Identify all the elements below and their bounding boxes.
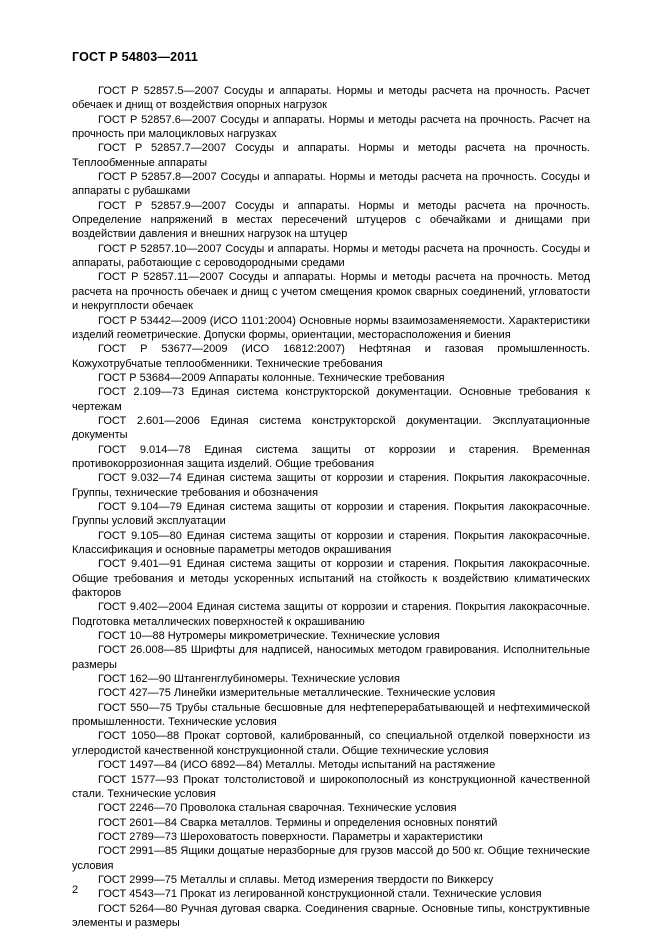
page-number: 2	[72, 884, 79, 896]
list-item: ГОСТ 26.008—85 Шрифты для надписей, наносимых методом гравирования. Исполнительные размеры	[72, 644, 590, 671]
list-item: ГОСТ 10—88 Нутромеры микрометрические. Технические условия	[98, 630, 440, 643]
list-item: ГОСТ 2991—85 Ящики дощатые неразборные для грузов массой до 500 кг. Общие технические условия	[72, 845, 590, 872]
list-item: ГОСТ Р 52857.11—2007 Сосуды и аппараты. Нормы и методы расчета на прочность. Метод расчета на прочность обечаек и днищ с учетом смещения кромок сварных соединений, угловатости и некругплости обечаек	[72, 271, 590, 313]
list-item: ГОСТ Р 52857.5—2007 Сосуды и аппараты. Нормы и методы расчета на прочность. Расчет обечаек и днищ от воздействия опорных нагрузок	[72, 85, 590, 112]
list-item: ГОСТ Р 52857.8—2007 Сосуды и аппараты. Нормы и методы расчета на прочность. Сосуды и аппараты с рубашками	[72, 171, 590, 198]
list-item: ГОСТ 1050—88 Прокат сортовой, калиброванный, со специальной отделкой поверхности из углеродистой качественной конструкционной стали. Общие технические условия	[72, 730, 590, 757]
list-item: ГОСТ 2601—84 Сварка металлов. Термины и определения основных понятий	[98, 816, 498, 829]
list-item: ГОСТ Р 52857.6—2007 Сосуды и аппараты. Нормы и методы расчета на прочность. Расчет на прочность при малоцикловых нагрузках	[72, 113, 590, 141]
list-item: ГОСТ Р 53677—2009 (ИСО 16812:2007) Нефтяная и газовая промышленность. Кожухотрубчатые теплообменники. Технические требования	[72, 343, 590, 370]
list-item: ГОСТ 9.104—79 Единая система защиты от коррозии и старения. Покрытия лакокрасочные. Группы условий эксплуатации	[72, 500, 590, 528]
list-item: ГОСТ 427—75 Линейки измерительные металлические. Технические условия	[98, 687, 496, 700]
list-item: ГОСТ 9.105—80 Единая система защиты от коррозии и старения. Покрытия лакокрасочные. Классификация и основные параметры методов окрашивания	[72, 529, 590, 556]
list-item: ГОСТ 2246—70 Проволока стальная сварочная. Технические условия	[98, 802, 457, 815]
list-item: ГОСТ Р 53442—2009 (ИСО 1101:2004) Основные нормы взаимозаменяемости. Характеристики изделий геометрические. Допуски формы, ориентации, месторасположения и биения	[72, 314, 590, 341]
list-item: ГОСТ 5264—80 Ручная дуговая сварка. Соединения сварные. Основные типы, конструктивные элементы и размеры	[72, 902, 590, 929]
list-item: ГОСТ 9.402—2004 Единая система защиты от коррозии и старения. Покрытия лакокрасочные. Подготовка металлических поверхностей к окрашиванию	[72, 601, 590, 628]
list-item: ГОСТ Р 52857.7—2007 Сосуды и аппараты. Нормы и методы расчета на прочность. Теплообменные аппараты	[72, 142, 590, 169]
list-item: ГОСТ 1497—84 (ИСО 6892—84) Металлы. Методы испытаний на растяжение	[98, 759, 496, 772]
list-item: ГОСТ 2789—73 Шероховатость поверхности. Параметры и характеристики	[98, 830, 483, 843]
standards-reference-list	[72, 84, 590, 930]
list-item: ГОСТ 9.014—78 Единая система защиты от коррозии и старения. Временная противокоррозионная защита изделий. Общие требования	[72, 443, 590, 470]
list-item: ГОСТ 9.032—74 Единая система защиты от коррозии и старения. Покрытия лакокрасочные. Группы, технические требования и обозначения	[72, 472, 590, 499]
list-item: ГОСТ 4543—71 Прокат из легированной конструкционной стали. Технические условия	[98, 888, 542, 901]
list-item: ГОСТ 162—90 Штангенглубиномеры. Технические условия	[98, 673, 400, 686]
list-item: ГОСТ Р 53684—2009 Аппараты колонные. Технические требования	[98, 371, 445, 384]
list-item: ГОСТ Р 52857.9—2007 Сосуды и аппараты. Нормы и методы расчета на прочность. Определение напряжений в местах пересечений штуцеров с обечайками и днищами при воздействии давления и внешних нагрузок на штуцер	[72, 199, 590, 241]
list-item: ГОСТ 9.401—91 Единая система защиты от коррозии и старения. Покрытия лакокрасочные. Общие требования и методы ускоренных испытаний на стойкость к воздействию климатических факторов	[72, 558, 590, 600]
list-item: ГОСТ Р 52857.10—2007 Сосуды и аппараты. Нормы и методы расчета на прочность. Сосуды и аппараты, работающие с сероводородными средами	[72, 242, 590, 270]
list-item: ГОСТ 2.601—2006 Единая система конструкторской документации. Эксплуатационные документы	[72, 414, 590, 442]
list-item: ГОСТ 1577—93 Прокат толстолистовой и широкополосный из конструкционной качественной стали. Технические условия	[72, 773, 590, 800]
list-item: ГОСТ 2.109—73 Единая система конструкторской документации. Основные требования к чертежам	[72, 386, 590, 413]
list-item: ГОСТ 2999—75 Металлы и сплавы. Метод измерения твердости по Виккерсу	[98, 873, 494, 886]
list-item: ГОСТ 550—75 Трубы стальные бесшовные для нефтеперерабатывающей и нефтехимической промышленности. Технические условия	[72, 701, 590, 729]
page-header-standard-number: ГОСТ Р 54803—2011	[72, 50, 199, 64]
